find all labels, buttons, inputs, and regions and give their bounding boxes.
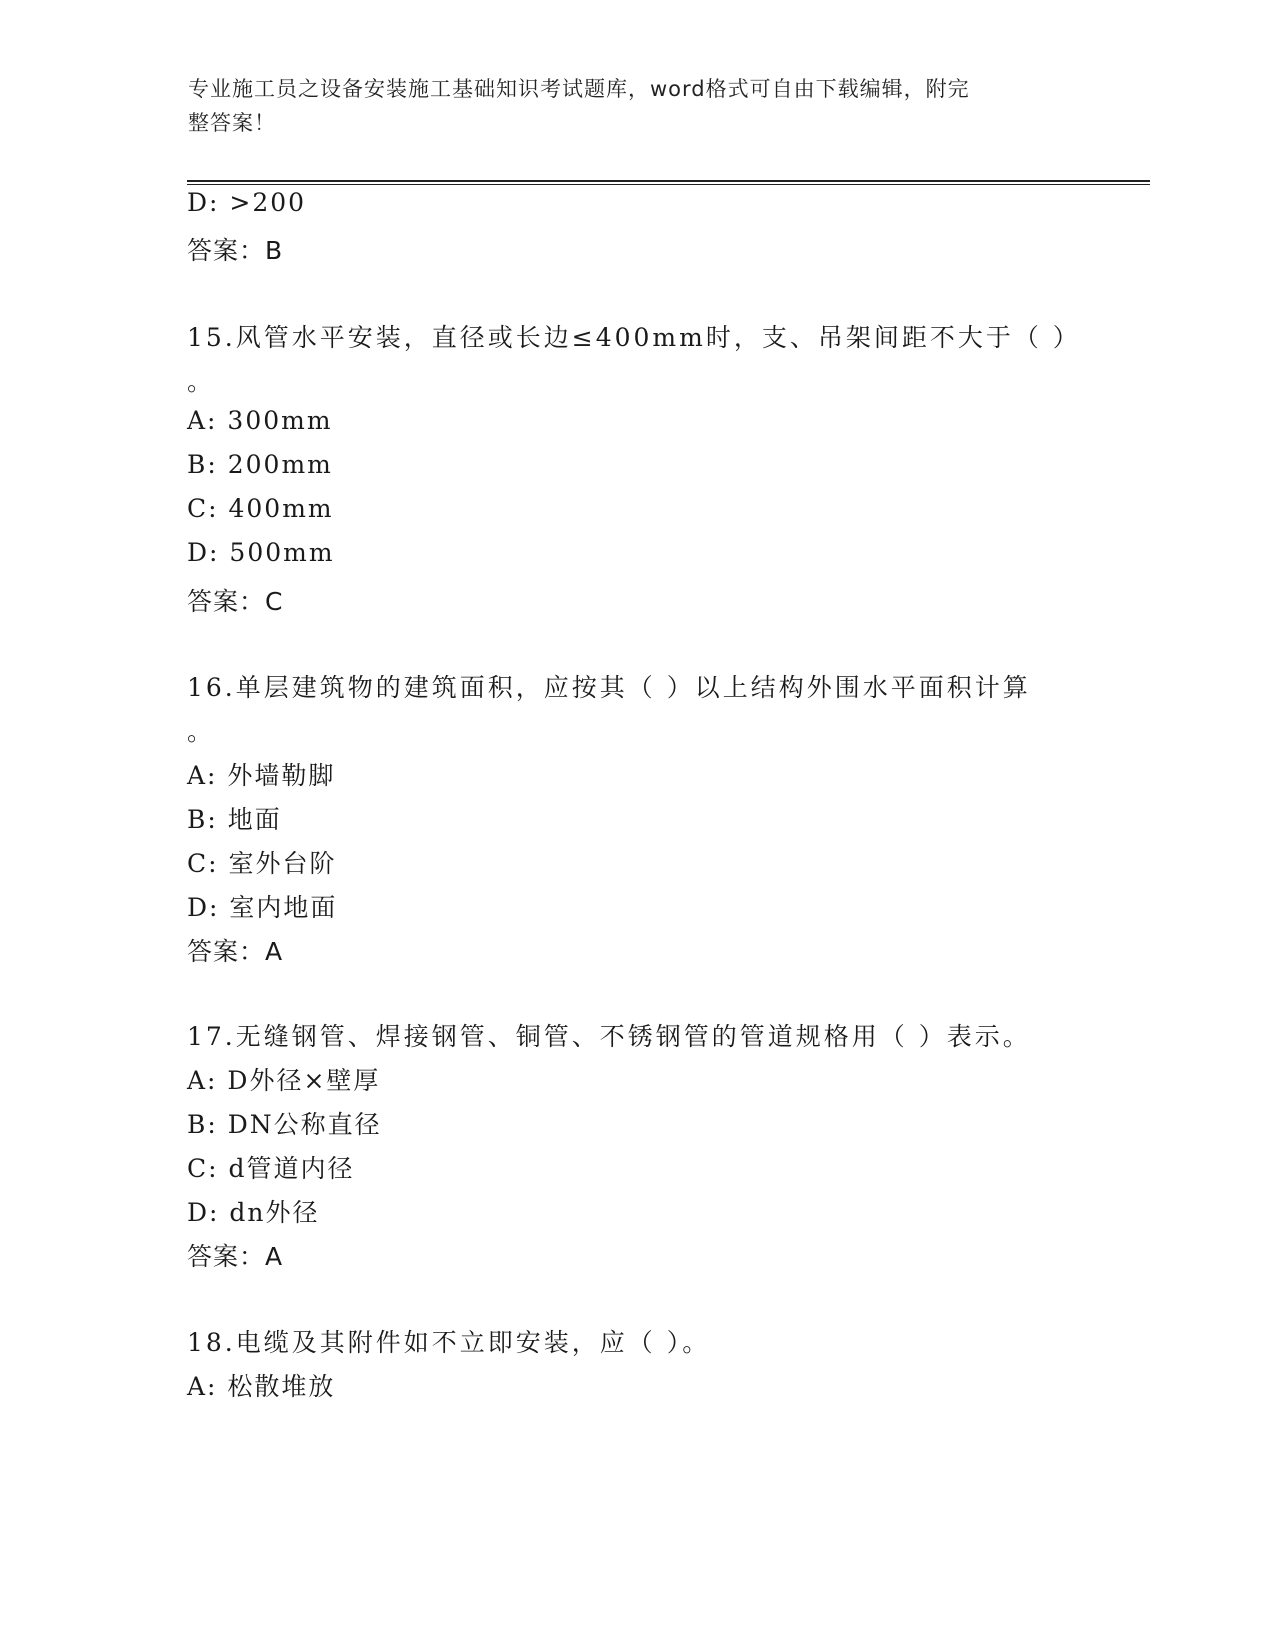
question-15-stem-cont: 。 [187, 367, 215, 396]
header-line-1: 专业施工员之设备安装施工基础知识考试题库，word格式可自由下载编辑，附完 [188, 77, 970, 101]
question-15-option-a: A: 300mm [187, 406, 333, 435]
question-17-option-a: A: D外径×壁厚 [187, 1066, 381, 1095]
header-divider [187, 180, 1150, 185]
header-line-2: 整答案！ [188, 111, 276, 135]
prev-answer: 答案：B [187, 236, 284, 265]
question-16-option-b: B: 地面 [187, 805, 282, 834]
prev-option-d: D: >200 [187, 188, 307, 217]
question-16-option-d: D: 室内地面 [187, 893, 338, 922]
question-16-stem: 16.单层建筑物的建筑面积，应按其（ ）以上结构外围水平面积计算 [187, 673, 1031, 702]
question-15-stem: 15.风管水平安装，直径或长边≤400mm时，支、吊架间距不大于（ ） [187, 323, 1081, 352]
question-16-stem-cont: 。 [187, 717, 215, 746]
question-17-answer: 答案：A [187, 1242, 284, 1271]
question-18-stem: 18.电缆及其附件如不立即安装，应（ ）。 [187, 1328, 711, 1357]
question-15-option-c: C: 400mm [187, 494, 334, 523]
question-15-option-d: D: 500mm [187, 538, 335, 567]
question-15-answer: 答案：C [187, 587, 284, 616]
question-17-option-c: C: d管道内径 [187, 1154, 355, 1183]
document-header [188, 72, 1068, 140]
question-16-answer: 答案：A [187, 937, 284, 966]
question-17-option-b: B: DN公称直径 [187, 1110, 382, 1139]
question-16-option-c: C: 室外台阶 [187, 849, 337, 878]
question-15-option-b: B: 200mm [187, 450, 333, 479]
question-16-option-a: A: 外墙勒脚 [187, 761, 336, 790]
question-17-option-d: D: dn外径 [187, 1198, 320, 1227]
question-18-option-a: A: 松散堆放 [187, 1372, 336, 1401]
question-17-stem: 17.无缝钢管、焊接钢管、铜管、不锈钢管的管道规格用（ ）表示。 [187, 1022, 1031, 1051]
